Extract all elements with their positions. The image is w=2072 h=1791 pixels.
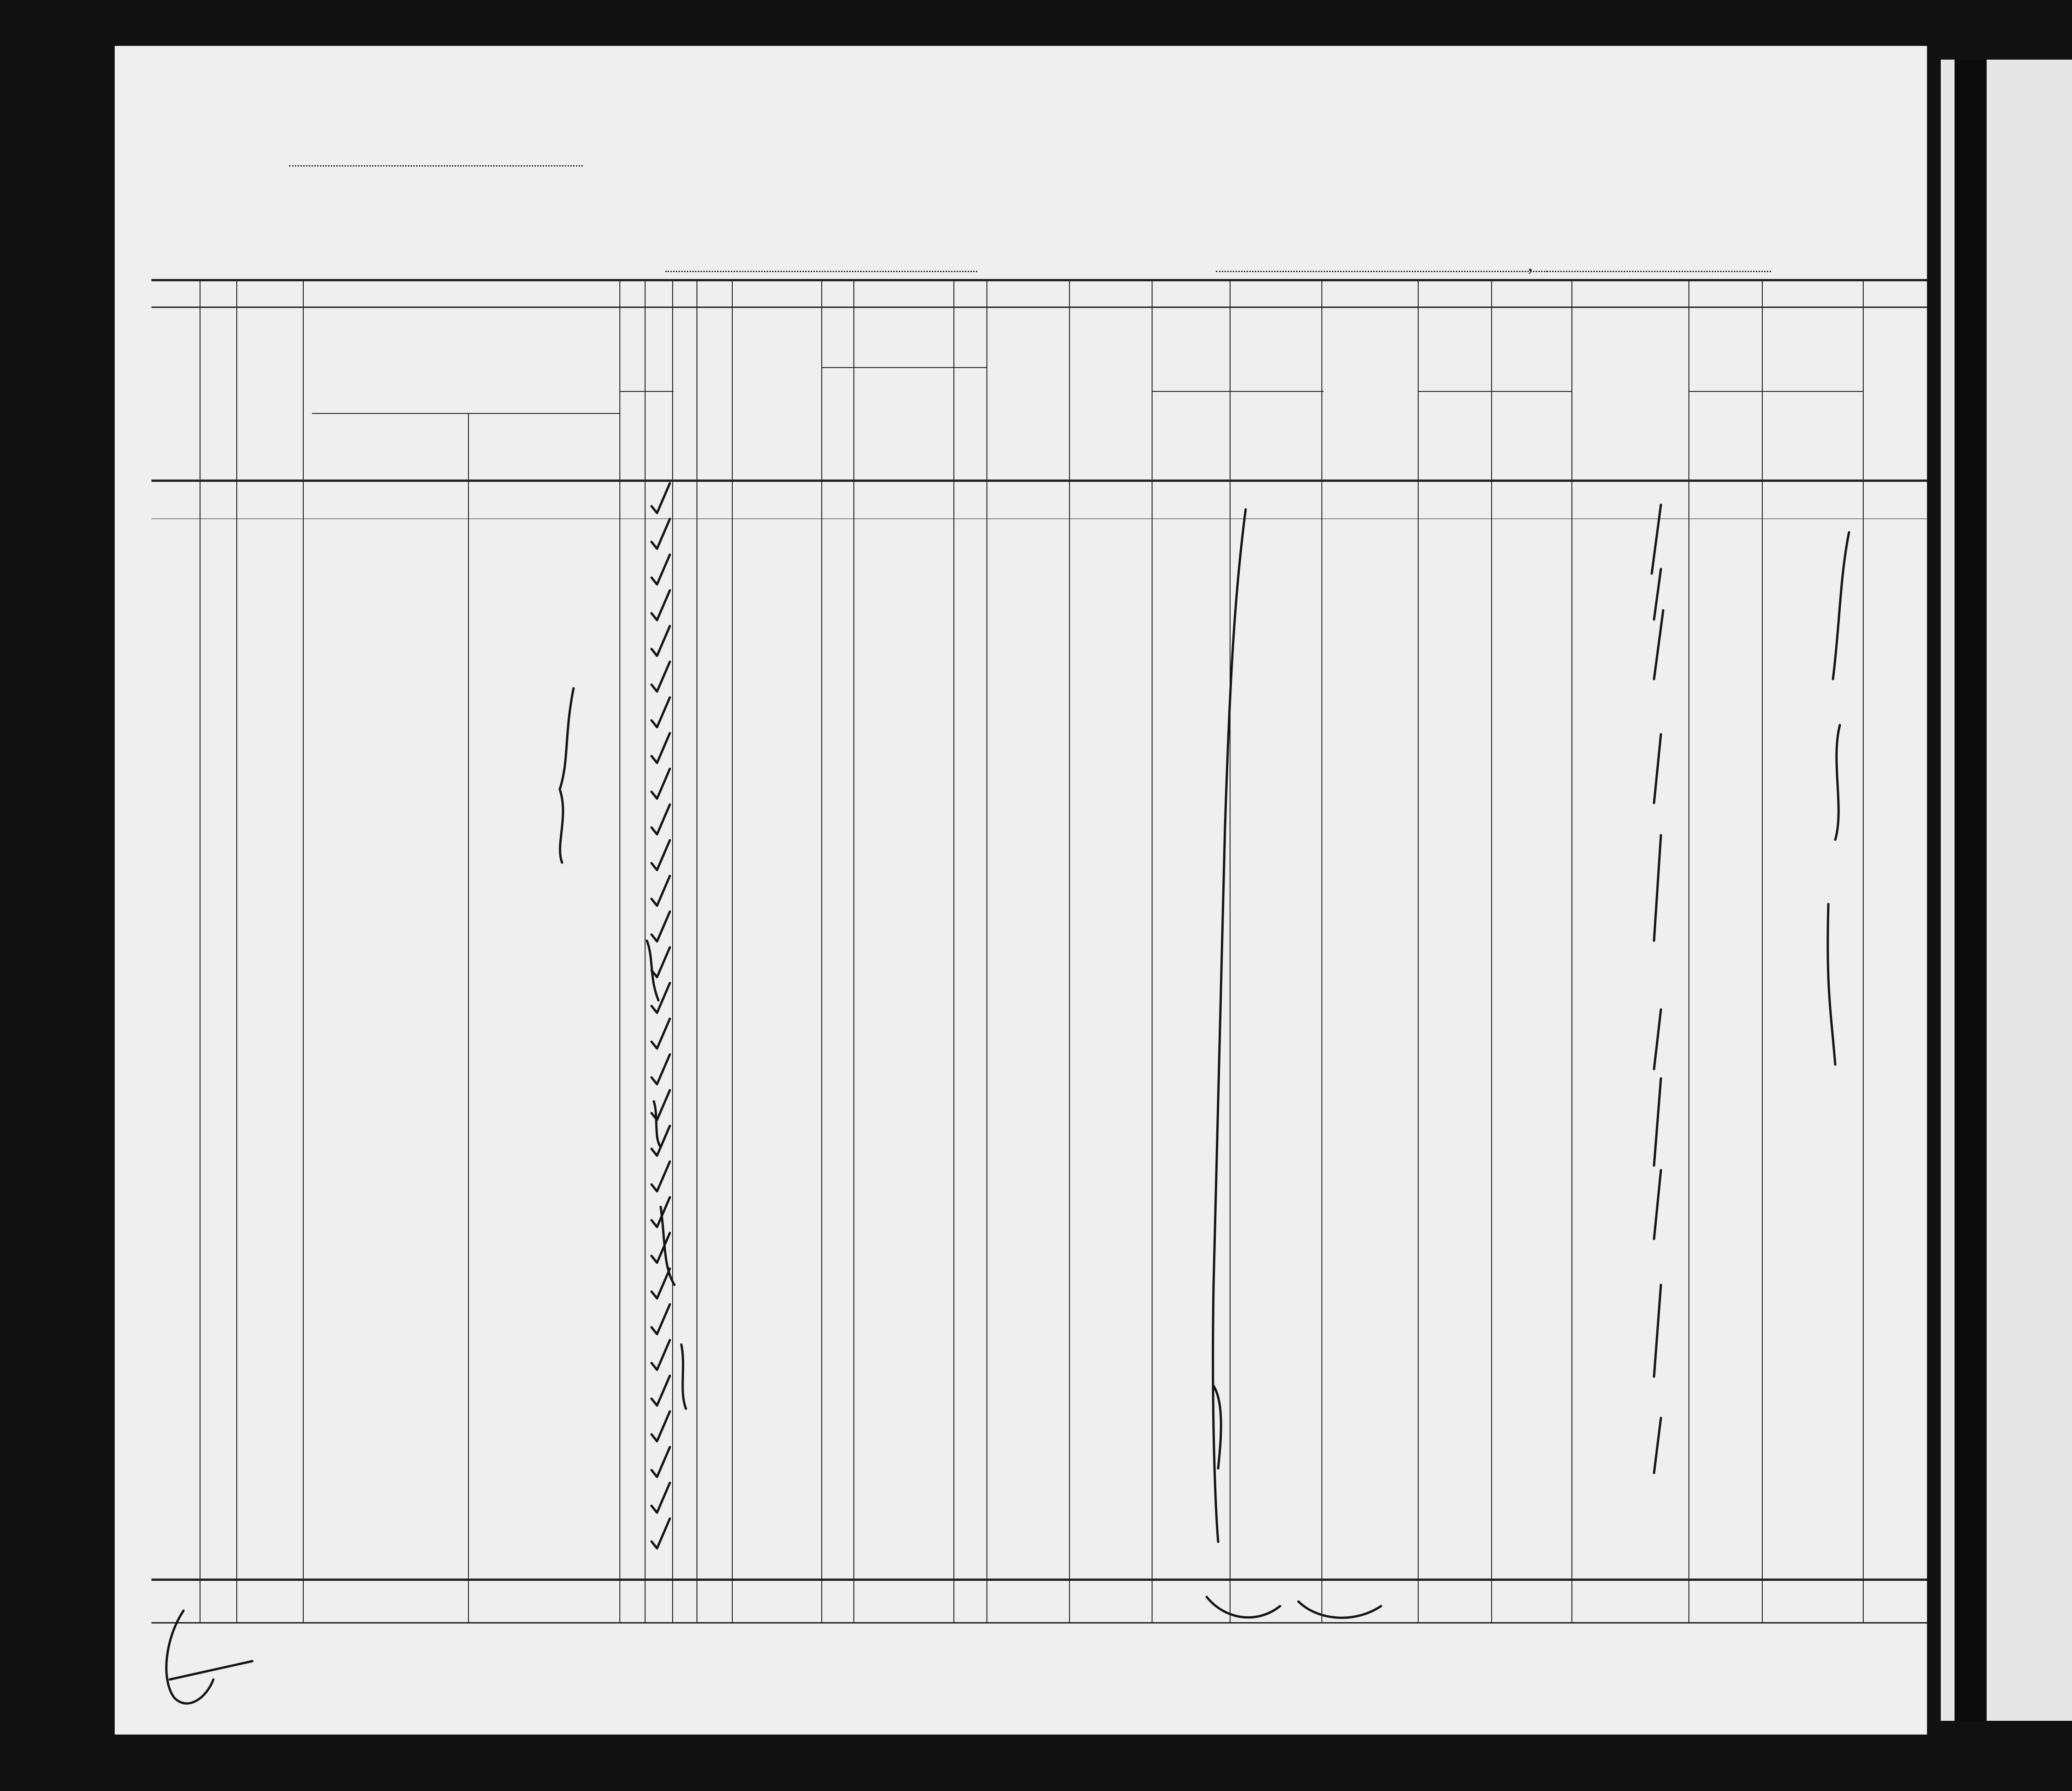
age-checkmark: [652, 1233, 670, 1263]
age-checkmark: [652, 733, 670, 763]
age-checkmark: [652, 840, 670, 870]
age-checkmark: [652, 912, 670, 942]
adjacent-sheet: [1941, 60, 2072, 1721]
age-checkmark: [652, 1340, 670, 1370]
age-checkmark: [652, 1412, 670, 1441]
handwritten-marks: [115, 46, 1927, 1735]
manifest-sheet: ,: [115, 46, 1927, 1735]
age-checkmark: [652, 1518, 670, 1548]
age-checkmark: [652, 1126, 670, 1155]
age-checkmark: [652, 1055, 670, 1084]
age-checkmark: [652, 590, 670, 620]
age-checkmark: [652, 1447, 670, 1477]
age-checkmark: [652, 804, 670, 834]
age-checkmark: [652, 697, 670, 727]
age-checkmark: [652, 1161, 670, 1191]
sheet-gap: [1955, 60, 1987, 1721]
age-checkmark: [652, 662, 670, 692]
age-checkmark: [652, 1376, 670, 1406]
age-checkmark: [652, 519, 670, 549]
age-checkmark: [652, 1019, 670, 1049]
age-checkmark: [652, 483, 670, 513]
age-checkmark: [652, 947, 670, 977]
age-checkmark: [652, 555, 670, 585]
age-checkmark: [652, 1483, 670, 1512]
age-checkmark: [652, 769, 670, 798]
age-checkmark: [652, 876, 670, 906]
age-checkmark: [652, 1304, 670, 1334]
age-checkmark: [652, 1269, 670, 1299]
age-checkmark: [652, 626, 670, 656]
